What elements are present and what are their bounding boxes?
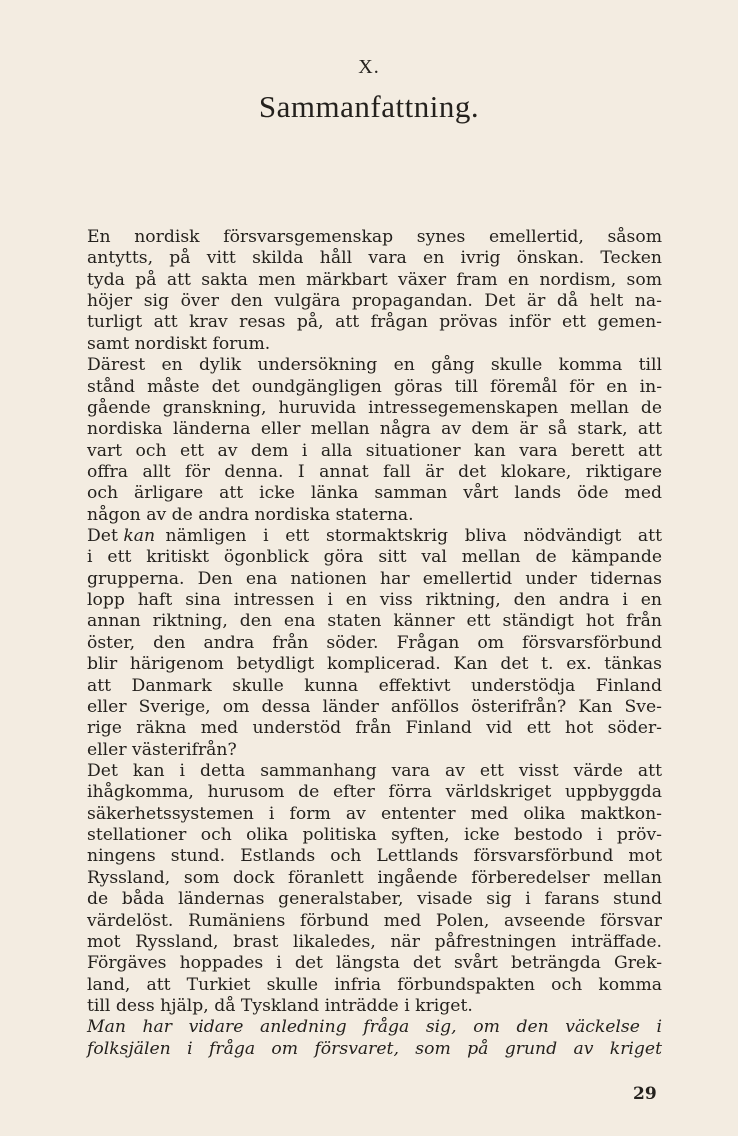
text-line: grupperna. Den ena nationen har emellertid under tidernas [87, 568, 662, 589]
text-line: lopp haft sina intressen i en viss riktning, den andra i en [87, 590, 662, 611]
text-line: ihågkomma, hurusom de efter förra världskriget uppbyggda [87, 782, 662, 803]
text-line: gående granskning, huruvida intressegemenskapen mellan de [87, 397, 662, 418]
text-line-italic: Man har vidare anledning fråga sig, om den väckelse i [87, 1017, 662, 1038]
text-line: turligt att krav resas på, att frågan prövas inför ett gemen- [87, 312, 662, 333]
text-line: samt nordiskt forum. [87, 333, 271, 354]
text-line: Förgäves hoppades i det längsta det svårt beträngda Grek- [87, 953, 662, 974]
text-line: öster, den andra från söder. Frågan om försvarsförbund [87, 632, 662, 653]
text-line: land, att Turkiet skulle infria förbundspakten och komma [87, 974, 662, 995]
word-det: Det [87, 526, 118, 547]
text-line: att Danmark skulle kunna effektivt understödja Finland [87, 675, 662, 696]
text-line: säkerhetssystemen i form av ententer med olika maktkon- [87, 803, 662, 824]
body-text [87, 227, 662, 1060]
text-line: de båda ländernas generalstaber, visade sig i farans stund [87, 889, 662, 910]
text-line: och ärligare att icke länka samman vårt lands öde med [87, 483, 662, 504]
text-line: eller Sverige, om dessa länder anföllos österifrån? Kan Sve- [87, 696, 662, 717]
text-line: offra allt för denna. I annat fall är det klokare, riktigare [87, 461, 662, 482]
chapter-number: X. [358, 56, 380, 78]
text-line: mot Ryssland, brast likaledes, när påfrestningen inträffade. [87, 931, 662, 952]
text-line: värdelöst. Rumäniens förbund med Polen, avseende försvar [87, 910, 662, 931]
text-line-rest: nämligen i ett stormaktskrig bliva nödvändigt att [165, 526, 662, 547]
text-line: antytts, på vitt skilda håll vara en ivrig önskan. Tecken [87, 248, 662, 269]
text-line: vart och ett av dem i alla situationer kan vara berett att [87, 440, 662, 461]
text-line: eller västerifrån? [87, 739, 237, 760]
text-line-mixed [87, 526, 662, 547]
text-line: annan riktning, den ena staten känner ett ständigt hot från [87, 611, 662, 632]
text-line: En nordisk försvarsgemenskap synes emellertid, såsom [87, 227, 662, 247]
text-line: nordiska länderna eller mellan några av dem är så stark, att [87, 419, 662, 440]
text-line: stånd måste det oundgängligen göras till föremål för en in- [87, 376, 662, 397]
text-line: Därest en dylik undersökning en gång skulle komma till [87, 355, 662, 376]
text-line: i ett kritiskt ögonblick göra sitt val mellan de kämpande [87, 547, 662, 568]
text-line-italic: folksjälen i fråga om försvaret, som på grund av kriget [87, 1038, 662, 1059]
text-line: Det kan i detta sammanhang vara av ett visst värde att [87, 760, 662, 781]
text-line: någon av de andra nordiska staterna. [87, 504, 414, 525]
text-line: blir härigenom betydligt komplicerad. Kan det t. ex. tänkas [87, 654, 662, 675]
text-line: stellationer och olika politiska syften, icke bestodo i pröv- [87, 825, 662, 846]
text-line: ningens stund. Estlands och Lettlands försvarsförbund mot [87, 846, 662, 867]
word-kan-italic: kan [123, 526, 156, 547]
page-number: 29 [633, 1084, 657, 1104]
text-line: höjer sig över den vulgära propagandan. Det är då helt na- [87, 291, 662, 312]
text-line: tyda på att sakta men märkbart växer fram en nordism, som [87, 269, 662, 290]
chapter-title: Sammanfattning. [258, 89, 480, 124]
text-line: till dess hjälp, då Tyskland inträdde i kriget. [87, 995, 473, 1016]
text-line: rige räkna med understöd från Finland vid ett hot söder- [87, 718, 662, 739]
text-line: Ryssland, som dock föranlett ingående förberedelser mellan [87, 867, 662, 888]
